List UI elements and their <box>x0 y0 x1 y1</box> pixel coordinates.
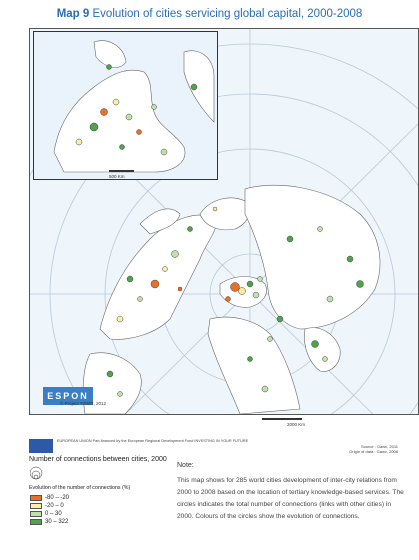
city-circle <box>178 287 182 291</box>
city-circle <box>318 227 323 232</box>
city-circle <box>247 281 253 287</box>
city-circle <box>357 281 364 288</box>
map-number: Map 9 <box>56 8 90 20</box>
city-circle <box>138 297 143 302</box>
city-circle <box>188 227 193 232</box>
city-circle <box>277 316 283 322</box>
landmasses <box>83 185 380 414</box>
note-text: This map shows for 285 world cities development of inter-city relations from 2000 to 2008 based on the location of tertiary knowledge-based services. The circles indicates the total number of connections (links with other cities) in 2000. Colours of the circles show the evolution of connections. <box>177 477 404 520</box>
city-circle <box>262 386 268 392</box>
legend-class-label: -20 – 0 <box>45 502 64 509</box>
legend-class <box>30 502 64 509</box>
city-circle <box>287 236 293 242</box>
eu-flag-icon <box>29 439 53 453</box>
legend-class-label: -80 – -20 <box>45 494 70 501</box>
polar-map <box>29 28 419 415</box>
city-circle <box>172 251 179 258</box>
europe-inset-svg <box>34 32 217 179</box>
size-legend-title: Number of connections between cities, 2000 <box>29 456 167 463</box>
source-line-2: Origin of data : Gawc, 2008 <box>349 449 398 454</box>
city-circle <box>323 357 328 362</box>
inset-scale-bar <box>109 170 149 178</box>
legend-swatch <box>30 519 42 525</box>
scale-bar <box>262 418 307 426</box>
city-circle <box>213 207 217 211</box>
city-circle <box>239 288 246 295</box>
espon-logo: ESPON <box>43 387 93 405</box>
source-line-1: Source : Gawc, 2011 <box>360 444 398 449</box>
color-legend-title: Evolution of the number of connections (%) <box>29 485 131 491</box>
map-title-text: Evolution of cities servicing global capital, 2000-2008 <box>92 8 363 20</box>
legend-class-label: 30 – 322 <box>45 518 69 525</box>
city-circle <box>163 267 168 272</box>
city-circle <box>151 280 159 288</box>
legend-swatch <box>30 503 42 509</box>
city-circle <box>127 276 133 282</box>
eu-funding-text: EUROPEAN UNION Part-financed by the European Regional Development Fund INVESTING IN YOUR FUTURE <box>57 439 249 443</box>
city-circle <box>231 283 240 292</box>
scale-label: 2000 Km <box>287 422 306 427</box>
legend-swatch <box>30 495 42 501</box>
legend-class <box>30 494 69 501</box>
city-circle <box>253 292 259 298</box>
city-circle <box>107 371 113 377</box>
map-title <box>0 8 419 20</box>
city-circle <box>268 337 273 342</box>
inset-scale-label: 500 Km <box>109 174 125 179</box>
city-circle <box>312 341 319 348</box>
city-circle <box>327 296 333 302</box>
copyright-text: © Project TIGER, 2012 <box>60 401 107 406</box>
europe-inset <box>33 31 218 180</box>
note-label: Note: <box>177 462 194 469</box>
city-circle <box>118 392 123 397</box>
city-circle <box>347 256 353 262</box>
legend-class-label: 0 – 30 <box>45 510 62 517</box>
source-text <box>349 444 398 454</box>
city-circle <box>117 316 123 322</box>
city-circle <box>248 357 253 362</box>
city-circle <box>226 297 231 302</box>
size-legend <box>30 465 46 481</box>
legend-class <box>30 510 62 517</box>
city-circle <box>258 277 263 282</box>
legend-swatch <box>30 511 42 517</box>
legend-class <box>30 518 68 525</box>
